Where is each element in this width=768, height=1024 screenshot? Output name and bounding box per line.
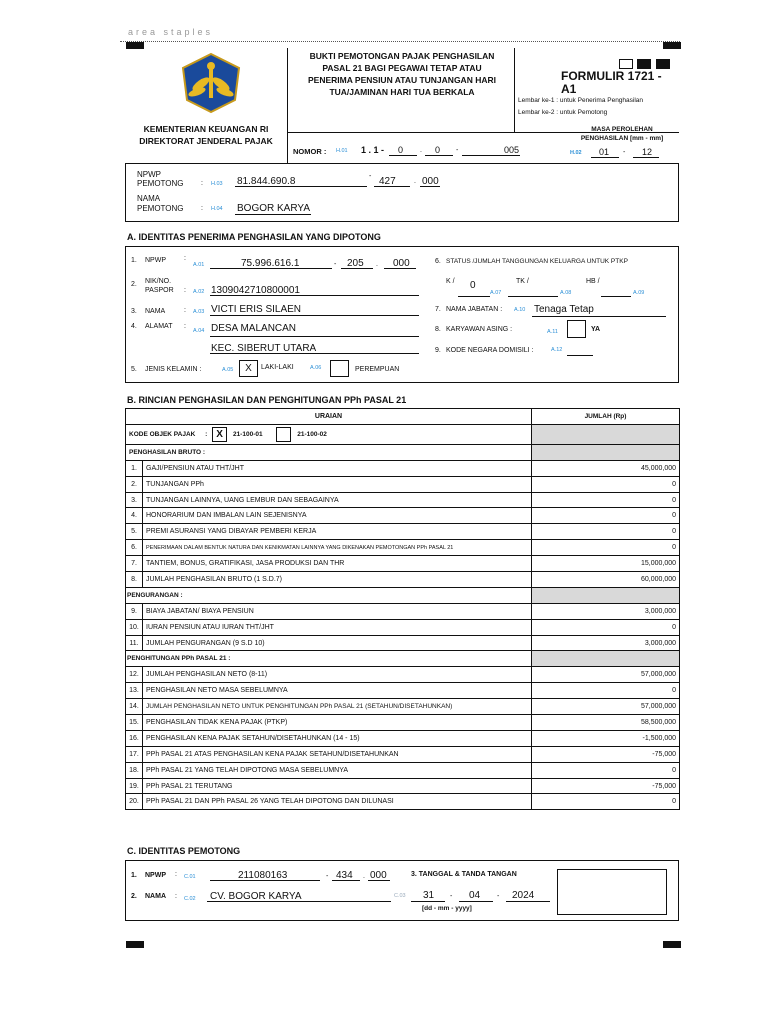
table-row [126, 540, 680, 556]
row-number: 4. [126, 508, 143, 524]
nomor-part-3: 0 [435, 145, 441, 155]
row-number: 1. [126, 460, 143, 476]
table-row [126, 508, 680, 524]
row-number: 20. [126, 794, 143, 810]
table-row [126, 476, 680, 492]
nomor-label: NOMOR : [293, 147, 327, 156]
c-npwp-2: 434 [336, 870, 353, 881]
c-day: 31 [423, 890, 435, 901]
a-nik: 1309042710800001 [211, 285, 300, 296]
row-number: 15. [126, 715, 143, 731]
a-asing-code: A.11 [547, 329, 558, 335]
a-nik-no: 2. [131, 281, 137, 288]
nomor-part-4: 005 [504, 145, 520, 155]
area-staples-label: area staples [128, 27, 214, 37]
row-label: HONORARIUM DAN IMBALAN LAIN SEJENISNYA [143, 508, 532, 524]
table-row [126, 730, 680, 746]
nama-pemotong: BOGOR KARYA [237, 203, 310, 214]
row-label: PENGHASILAN KENA PAJAK SETAHUN/DISETAHUNKAN (14 - 15) [143, 730, 532, 746]
table-row [126, 746, 680, 762]
c-npwp-dash: - [326, 873, 329, 880]
a-k-label: K / [446, 278, 455, 285]
a-npwp-1: 75.996.616.1 [241, 258, 300, 269]
directorate-name: DIREKTORAT JENDERAL PAJAK [139, 136, 273, 146]
row-label: PPh PASAL 21 TERUTANG [143, 778, 532, 794]
form-number-suffix: A1 [561, 82, 577, 96]
a-alamat-colon: : [184, 323, 186, 330]
a-nama: VICTI ERIS SILAEN [211, 304, 302, 315]
table-row [126, 778, 680, 794]
c-nama-colon: : [175, 893, 177, 900]
table-row [126, 762, 680, 778]
table-row [126, 699, 680, 715]
a-npwp-2: 205 [347, 258, 364, 269]
row-number: 18. [126, 762, 143, 778]
signature-box[interactable] [557, 869, 667, 915]
row-label: PPh PASAL 21 YANG TELAH DIPOTONG MASA SEBELUMNYA [143, 762, 532, 778]
a-npwp-dot: . [376, 261, 378, 268]
row-label: PENGHASILAN TIDAK KENA PAJAK (PTKP) [143, 715, 532, 731]
a-nik-colon: : [184, 287, 186, 294]
row-label: PREMI ASURANSI YANG DIBAYAR PEMBERI KERJA [143, 524, 532, 540]
row-amount[interactable]: 3,000,000 [532, 635, 680, 651]
lembar-1: Lembar ke-1 : untuk Penerima Penghasilan [518, 97, 644, 104]
npwp-pemotong-dot: . [414, 178, 416, 185]
a-asing-label: KARYAWAN ASING : [446, 326, 513, 333]
row-amount[interactable]: 0 [532, 683, 680, 699]
row-number: 19. [126, 778, 143, 794]
staple-dotted-line [120, 41, 680, 42]
a-negara-no: 9. [435, 347, 441, 354]
row-label: BIAYA JABATAN/ BIAYA PENSIUN [143, 603, 532, 619]
npwp-pemotong-3: 000 [422, 176, 439, 187]
row-number: 14. [126, 699, 143, 715]
row-label: PENGHASILAN NETO MASA SEBELUMNYA [143, 683, 532, 699]
a-negara-code: A.12 [551, 347, 563, 353]
a-npwp-3: 000 [393, 258, 410, 269]
row-amount[interactable]: 0 [532, 619, 680, 635]
row-label: PPh PASAL 21 ATAS PENGHASILAN KENA PAJAK SETAHUN/DISETAHUNKAN [143, 746, 532, 762]
lembar-2: Lembar ke-2 : untuk Pemotong [518, 109, 608, 116]
kode-21-100-01-label: 21-100-01 [232, 431, 263, 439]
row-amount[interactable]: 15,000,000 [532, 556, 680, 572]
npwp-pemotong-dash: - [369, 173, 372, 180]
a-jk-code-1: A.05 [222, 367, 234, 373]
table-row [126, 715, 680, 731]
row-label: TUNJANGAN LAINNYA, UANG LEMBUR DAN SEBAGAINYA [143, 492, 532, 508]
pengurangan-header: PENGURANGAN : [126, 587, 532, 603]
npwp-pemotong-2: 427 [379, 176, 396, 187]
c-date-format: [dd - mm - yyyy] [422, 905, 472, 912]
row-number: 8. [126, 572, 143, 588]
c-year: 2024 [512, 890, 535, 901]
a-nama-label: NAMA [145, 308, 166, 315]
row-amount[interactable]: 3,000,000 [532, 603, 680, 619]
row-number: 5. [126, 524, 143, 540]
karyawan-asing-checkbox[interactable] [567, 320, 586, 338]
kode-objek-colon: : [205, 431, 208, 439]
c-npwp-colon: : [175, 871, 177, 878]
kode-objek-label: KODE OBJEK PAJAK [129, 431, 196, 439]
row-amount[interactable]: 0 [532, 508, 680, 524]
row-label: JUMLAH PENGURANGAN (9 S.D 10) [143, 635, 532, 651]
a-perempuan-label: PEREMPUAN [355, 366, 400, 373]
c-npwp-code: C.01 [184, 874, 196, 880]
corner-marker-bottom-right [663, 941, 681, 948]
nomor-prefix: 1 . 1 - [361, 145, 385, 155]
rincian-table [125, 408, 680, 810]
a-nama-no: 3. [131, 308, 137, 315]
nama-pemotong-code: H.04 [211, 206, 223, 212]
a-k-code: A.07 [490, 290, 502, 296]
row-amount[interactable]: 45,000,000 [532, 460, 680, 476]
row-label: TUNJANGAN PPh [143, 476, 532, 492]
row-number: 16. [126, 730, 143, 746]
c-nama-no: 2. [131, 893, 137, 900]
row-number: 11. [126, 635, 143, 651]
nomor-dot-1: . [420, 147, 422, 154]
a-negara-label: KODE NEGARA DOMISILI : [446, 347, 534, 354]
kode-21-100-02-label: 21-100-02 [297, 431, 327, 439]
section-c-title: C. IDENTITAS PEMOTONG [127, 846, 241, 856]
a-k-val: 0 [470, 280, 476, 291]
npwp-pemotong-code: H.03 [211, 181, 223, 187]
a-asing-no: 8. [435, 326, 441, 333]
form-title: BUKTI PEMOTONGAN PAJAK PENGHASILAN PASAL 21 BAGI PEGAWAI TETAP ATAU PENERIMA PENSIUN ATAU TUNJANGAN HARI TUA/JAMINAN HARI TUA BERKALA [308, 51, 496, 97]
c-npwp-label: NPWP [145, 872, 166, 879]
laki-laki-checkbox[interactable]: X [239, 360, 258, 377]
row-amount[interactable]: -75,000 [532, 746, 680, 762]
row-label: PPh PASAL 21 DAN PPh PASAL 26 YANG TELAH DIPOTONG DAN DILUNASI [143, 794, 532, 810]
c-nama: CV. BOGOR KARYA [210, 891, 302, 902]
row-amount[interactable]: 0 [532, 540, 680, 556]
masa-from: 01 [599, 147, 610, 157]
a-npwp-dash: - [334, 261, 337, 268]
c-nama-label: NAMA [145, 893, 166, 900]
row-amount[interactable]: 0 [532, 762, 680, 778]
a-alamat-label: ALAMAT [145, 323, 173, 330]
masa-to: 12 [642, 147, 653, 157]
row-number: 12. [126, 667, 143, 683]
a-laki-label: LAKI-LAKI [261, 364, 294, 371]
row-number: 9. [126, 603, 143, 619]
row-amount[interactable]: -1,500,000 [532, 730, 680, 746]
c-npwp-3: 000 [370, 870, 387, 881]
nama-pemotong-colon: : [201, 205, 203, 212]
row-number: 2. [126, 476, 143, 492]
ministry-name: KEMENTERIAN KEUANGAN RI [143, 124, 269, 134]
section-b-title: B. RINCIAN PENGHASILAN DAN PENGHITUNGAN PPh PASAL 21 [127, 395, 407, 405]
c-npwp-no: 1. [131, 872, 137, 879]
a-npwp-code: A.01 [193, 262, 205, 268]
row-label: PENERIMAAN DALAM BENTUK NATURA DAN KENIKMATAN LAINNYA YANG DIKENAKAN PEMOTONGAN PPh PASAL 21 [143, 540, 532, 556]
a-jk-no: 5. [131, 366, 137, 373]
section-a-title: A. IDENTITAS PENERIMA PENGHASILAN YANG DIPOTONG [127, 232, 381, 242]
c-date-code: C.03 [394, 893, 406, 899]
a-hb-code: A.09 [633, 290, 645, 296]
a-npwp-label: NPWP [145, 257, 166, 264]
nama-pemotong-label: NAMA [137, 194, 161, 203]
kemenkeu-logo-icon [179, 52, 243, 114]
kode-21-100-02-checkbox[interactable] [276, 427, 291, 442]
table-row [126, 524, 680, 540]
a-status-no: 6. [435, 258, 441, 265]
row-amount[interactable]: 57,000,000 [532, 667, 680, 683]
a-tk-code: A.08 [560, 290, 572, 296]
row-number: 13. [126, 683, 143, 699]
row-number: 6. [126, 540, 143, 556]
a-nama-colon: : [184, 307, 186, 314]
a-status-label: STATUS /JUMLAH TANGGUNGAN KELUARGA UNTUK PTKP [446, 258, 628, 265]
a-npwp-colon: : [184, 255, 186, 262]
perempuan-checkbox[interactable] [330, 360, 349, 377]
form-number: FORMULIR 1721 - [561, 69, 662, 83]
table-row [126, 603, 680, 619]
a-tk-label: TK / [516, 278, 529, 285]
npwp-pemotong-colon: : [201, 180, 203, 187]
nama-pemotong-label-2: PEMOTONG [137, 204, 184, 213]
c-month: 04 [469, 890, 481, 901]
a-hb-label: HB / [586, 278, 600, 285]
table-row [126, 556, 680, 572]
a-alamat-code: A.04 [193, 328, 205, 334]
kode-21-100-01-checkbox[interactable]: X [212, 427, 227, 442]
col-uraian: URAIAN [126, 409, 532, 425]
c-date-dash-2: - [497, 893, 500, 900]
nomor-code: H.01 [336, 148, 348, 154]
row-amount[interactable]: 58,500,000 [532, 715, 680, 731]
table-row [126, 572, 680, 588]
c-ttd-label: 3. TANGGAL & TANDA TANGAN [411, 871, 517, 878]
row-number: 17. [126, 746, 143, 762]
npwp-pemotong-label-2: PEMOTONG [137, 179, 184, 188]
a-nik-label-2: PASPOR [145, 287, 174, 294]
row-amount[interactable]: -75,000 [532, 778, 680, 794]
title-box [287, 48, 515, 132]
table-row [126, 619, 680, 635]
bruto-header: PENGHASILAN BRUTO : [126, 444, 532, 460]
row-number: 10. [126, 619, 143, 635]
a-alamat-no: 4. [131, 323, 137, 330]
row-label: JUMLAH PENGHASILAN NETO (8-11) [143, 667, 532, 683]
c-nama-code: C.02 [184, 896, 196, 902]
masa-dash: - [623, 149, 626, 156]
row-amount[interactable]: 0 [532, 492, 680, 508]
nomor-dash: - [456, 147, 459, 154]
a-nik-code: A.02 [193, 289, 205, 295]
row-number: 7. [126, 556, 143, 572]
c-npwp-dot: . [363, 873, 365, 880]
header-block [125, 48, 679, 163]
masa-label: MASA PEROLEHAN PENGHASILAN [mm - mm] [580, 126, 664, 142]
col-jumlah: JUMLAH (Rp) [532, 409, 680, 425]
a-jabatan-code: A.10 [514, 307, 526, 313]
a-jk-code-2: A.06 [310, 365, 322, 371]
table-row [126, 492, 680, 508]
row-label: JUMLAH PENGHASILAN BRUTO (1 S.D.7) [143, 572, 532, 588]
penghitungan-header: PENGHITUNGAN PPh PASAL 21 : [126, 651, 532, 667]
a-alamat-2: KEC. SIBERUT UTARA [211, 343, 317, 354]
a-jabatan-no: 7. [435, 306, 441, 313]
pemotong-box [125, 163, 679, 222]
table-row [126, 667, 680, 683]
table-row [126, 460, 680, 476]
corner-marker-bottom-left [126, 941, 144, 948]
row-label: GAJI/PENSIUN ATAU THT/JHT [143, 460, 532, 476]
row-number: 3. [126, 492, 143, 508]
row-label: JUMLAH PENGHASILAN NETO UNTUK PENGHITUNGAN PPh PASAL 21 (SETAHUN/DISETAHUNKAN) [143, 699, 532, 715]
a-npwp-no: 1. [131, 257, 137, 264]
a-jk-label: JENIS KELAMIN : [145, 366, 202, 373]
row-amount[interactable]: 0 [532, 476, 680, 492]
a-alamat-1: DESA MALANCAN [211, 323, 297, 334]
c-npwp-1: 211080163 [238, 870, 288, 881]
table-row [126, 635, 680, 651]
table-row [126, 683, 680, 699]
c-date-dash-1: - [450, 893, 453, 900]
row-amount[interactable]: 57,000,000 [532, 699, 680, 715]
a-nik-label: NIK/NO. [145, 278, 172, 285]
row-amount[interactable]: 60,000,000 [532, 572, 680, 588]
a-asing-ya: YA [591, 326, 601, 333]
npwp-pemotong-1: 81.844.690.8 [237, 176, 296, 187]
a-jabatan-label: NAMA JABATAN : [446, 306, 503, 313]
a-nama-code: A.03 [193, 309, 205, 315]
row-label: TANTIEM, BONUS, GRATIFIKASI, JASA PRODUKSI DAN THR [143, 556, 532, 572]
row-label: IURAN PENSIUN ATAU IURAN THT/JHT [143, 619, 532, 635]
masa-code: H.02 [570, 150, 582, 156]
nomor-part-2: 0 [398, 145, 404, 155]
row-amount[interactable]: 0 [532, 524, 680, 540]
table-row [126, 794, 680, 810]
kode-objek-row [126, 424, 532, 444]
row-amount[interactable]: 0 [532, 794, 680, 810]
npwp-pemotong-label: NPWP [137, 170, 161, 179]
a-jabatan: Tenaga Tetap [534, 304, 594, 315]
